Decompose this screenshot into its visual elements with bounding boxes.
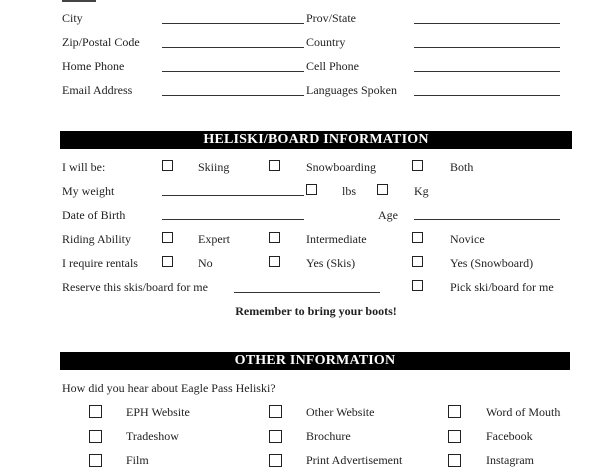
skiing-checkbox[interactable] <box>162 160 173 171</box>
pick-label: Pick ski/board for me <box>450 280 554 294</box>
cropped-text-fragment <box>62 0 96 2</box>
facebook-label: Facebook <box>486 429 533 443</box>
age-label: Age <box>378 208 398 222</box>
no-rentals-label: No <box>198 256 213 270</box>
other-website-label: Other Website <box>306 405 375 419</box>
zip-field[interactable] <box>162 47 304 48</box>
rentals-label: I require rentals <box>62 256 138 270</box>
brochure-label: Brochure <box>306 429 351 443</box>
kg-checkbox[interactable] <box>377 184 388 195</box>
skiing-label: Skiing <box>198 160 230 174</box>
i-will-be-label: I will be: <box>62 160 106 174</box>
home-phone-label: Home Phone <box>62 59 125 73</box>
word-of-mouth-label: Word of Mouth <box>486 405 561 419</box>
yes-skis-checkbox[interactable] <box>269 256 280 267</box>
yes-snowboard-label: Yes (Snowboard) <box>450 256 534 270</box>
snowboarding-label: Snowboarding <box>306 160 376 174</box>
both-label: Both <box>450 160 474 174</box>
novice-checkbox[interactable] <box>412 232 423 243</box>
reserve-field[interactable] <box>234 292 380 293</box>
languages-label: Languages Spoken <box>306 83 397 97</box>
film-checkbox[interactable] <box>89 454 102 467</box>
cell-phone-label: Cell Phone <box>306 59 359 73</box>
dob-field[interactable] <box>162 219 304 220</box>
kg-label: Kg <box>414 184 429 198</box>
weight-label: My weight <box>62 184 115 198</box>
zip-label: Zip/Postal Code <box>62 35 140 49</box>
expert-checkbox[interactable] <box>162 232 173 243</box>
lbs-checkbox[interactable] <box>306 184 317 195</box>
email-label: Email Address <box>62 83 133 97</box>
instagram-checkbox[interactable] <box>448 454 461 467</box>
pick-checkbox[interactable] <box>412 280 423 291</box>
hear-about-question: How did you hear about Eagle Pass Heliski? <box>62 381 276 395</box>
brochure-checkbox[interactable] <box>269 430 282 443</box>
prov-state-label: Prov/State <box>306 11 356 25</box>
no-rentals-checkbox[interactable] <box>162 256 173 267</box>
country-field[interactable] <box>414 47 560 48</box>
intermediate-label: Intermediate <box>306 232 367 246</box>
country-label: Country <box>306 35 346 49</box>
prov-state-field[interactable] <box>414 23 560 24</box>
novice-label: Novice <box>450 232 485 246</box>
age-field[interactable] <box>414 219 560 220</box>
both-checkbox[interactable] <box>412 160 423 171</box>
other-website-checkbox[interactable] <box>269 405 282 418</box>
home-phone-field[interactable] <box>162 71 304 72</box>
intermediate-checkbox[interactable] <box>269 232 280 243</box>
tradeshow-checkbox[interactable] <box>89 430 102 443</box>
print-advertisement-label: Print Advertisement <box>306 453 403 467</box>
tradeshow-label: Tradeshow <box>126 429 179 443</box>
eph-website-label: EPH Website <box>126 405 190 419</box>
instagram-label: Instagram <box>486 453 534 467</box>
yes-snowboard-checkbox[interactable] <box>412 256 423 267</box>
print-advertisement-checkbox[interactable] <box>269 454 282 467</box>
languages-field[interactable] <box>414 95 560 96</box>
city-label: City <box>62 11 83 25</box>
facebook-checkbox[interactable] <box>448 430 461 443</box>
dob-label: Date of Birth <box>62 208 126 222</box>
film-label: Film <box>126 453 149 467</box>
reserve-label: Reserve this skis/board for me <box>62 280 208 294</box>
riding-ability-label: Riding Ability <box>62 232 132 246</box>
city-field[interactable] <box>162 23 304 24</box>
heliski-section-header: HELISKI/BOARD INFORMATION <box>60 131 572 149</box>
word-of-mouth-checkbox[interactable] <box>448 405 461 418</box>
expert-label: Expert <box>198 232 230 246</box>
email-field[interactable] <box>162 95 304 96</box>
lbs-label: lbs <box>342 184 357 198</box>
other-section-header: OTHER INFORMATION <box>60 352 570 370</box>
snowboarding-checkbox[interactable] <box>269 160 280 171</box>
eph-website-checkbox[interactable] <box>89 405 102 418</box>
cell-phone-field[interactable] <box>414 71 560 72</box>
yes-skis-label: Yes (Skis) <box>306 256 356 270</box>
boots-reminder: Remember to bring your boots! <box>235 304 397 318</box>
weight-field[interactable] <box>162 195 304 196</box>
